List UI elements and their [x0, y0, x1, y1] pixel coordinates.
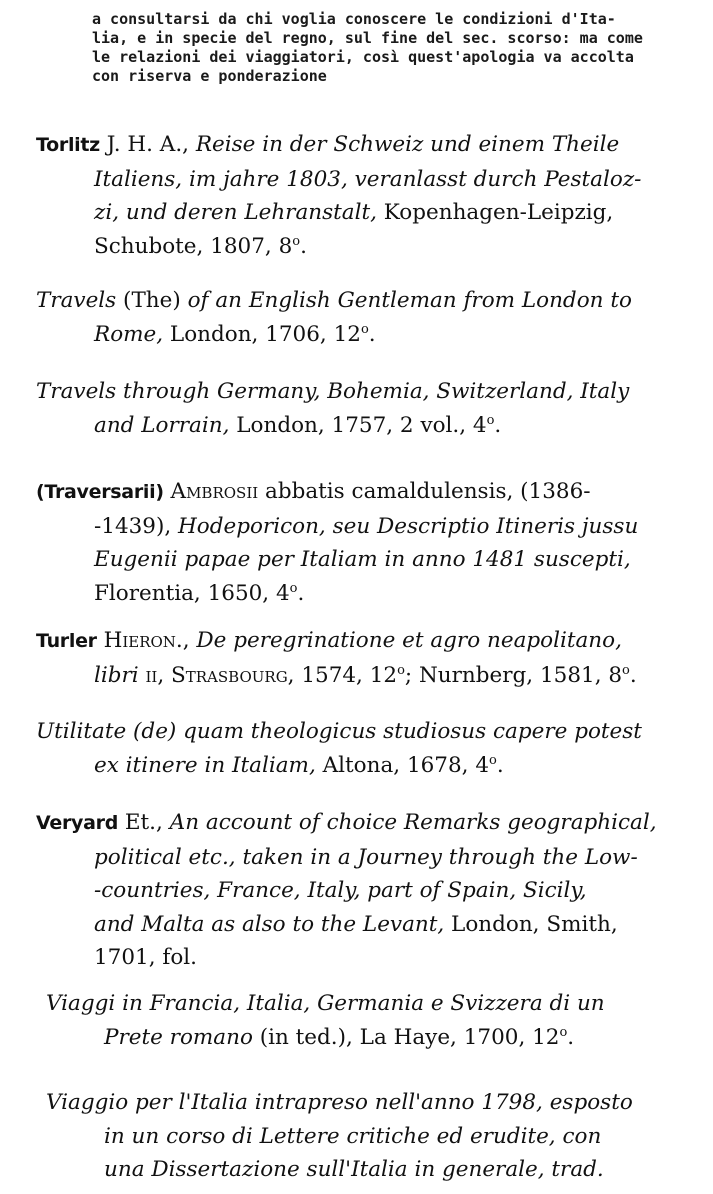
publication-info: ii, Strasbourg, 1574, 12 [138, 662, 398, 688]
author-name: Veryard [36, 812, 118, 834]
bib-entry-torlitz [36, 128, 696, 263]
entry-line [36, 318, 696, 352]
description-text: abbatis camaldulensis, (1386- [258, 479, 591, 504]
title-text: Prete romano [104, 1024, 253, 1050]
entry-line: political etc., taken in a Journey through the Low- [94, 844, 638, 870]
title-text: De peregrinatione et agro neapolitano, [189, 628, 622, 653]
entry-line [36, 284, 696, 318]
continued-paragraph [92, 10, 692, 86]
entry-line [36, 908, 696, 942]
punctuation: . [300, 233, 307, 259]
entry-line [46, 1021, 706, 1055]
title-text: ex itinere in Italiam, [94, 752, 316, 778]
publication-info: Altona, 1678, 4 [315, 752, 490, 778]
publication-info: London, 1706, 12 [163, 321, 361, 347]
punctuation: . [567, 1024, 575, 1050]
publication-info: London, Smith, [444, 911, 618, 937]
entry-line: una Dissertazione sull'Italia in generale, trad. [104, 1157, 604, 1182]
author-name: (Traversarii) [36, 481, 164, 503]
entry-line [36, 624, 696, 659]
bib-entry-travels-gentleman [36, 284, 696, 351]
title-text: Hodeporicon, seu Descriptio Itineris jussu [178, 513, 639, 539]
text-line: con riserva e ponderazione [92, 67, 327, 85]
title-text: and Lorrain, [94, 412, 230, 438]
bib-entry-turler [36, 624, 696, 692]
entry-line [36, 749, 696, 783]
entry-line: Eugenii papae per Italiam in anno 1481 suscepti, [94, 547, 631, 572]
entry-line [36, 409, 696, 443]
bib-entry-utilitate [36, 715, 696, 782]
entry-line [36, 475, 696, 510]
entry-line: -countries, France, Italy, part of Spain, Sicily, [94, 878, 587, 903]
entry-line [36, 128, 696, 163]
author-initials: Et., [118, 810, 170, 835]
title-note: (The) [116, 288, 188, 313]
entry-line [36, 510, 696, 544]
bib-entry-viaggi-francia [46, 987, 706, 1054]
title-text: Reise in der Schweiz und einem Theile [195, 132, 620, 157]
title-text: and Malta as also to the Levant, [94, 911, 445, 937]
punctuation: . [629, 662, 637, 688]
publication-info: Kopenhagen-Leipzig, [376, 200, 614, 225]
superscript: o [289, 580, 298, 596]
entry-line [36, 577, 696, 611]
superscript: o [486, 412, 495, 428]
entry-line [36, 659, 696, 693]
bib-entry-viaggio-italia [46, 1086, 706, 1187]
title-text: of an English Gentleman from London to [187, 288, 632, 313]
punctuation: . [368, 321, 376, 347]
title-text: libri [94, 662, 139, 688]
publication-info: (in ted.), La Haye, 1700, 12 [252, 1024, 560, 1050]
dates-text: -1439), [94, 513, 179, 539]
superscript: o [397, 662, 405, 678]
text-line: lia, e in specie del regno, sul fine del sec. scorso: ma come [92, 29, 643, 47]
entry-line [36, 230, 696, 264]
author-name: Torlitz [36, 134, 100, 156]
author-initials: J. H. A., [99, 132, 196, 157]
title-text: Rome, [94, 321, 164, 347]
entry-line [36, 806, 696, 841]
text-line: le relazioni dei viaggiatori, così quest'apologia va accolta [92, 48, 634, 66]
author-forename: Hieron., [96, 628, 190, 653]
punctuation: . [297, 580, 305, 606]
bib-entry-travels-germany [36, 375, 696, 442]
author-forename: Ambrosii [163, 479, 259, 504]
text-line: a consultarsi da chi voglia conoscere le condizioni d'Ita- [92, 10, 616, 28]
superscript: o [559, 1024, 568, 1040]
punctuation: . [496, 752, 504, 778]
entry-line: Italiens, im jahre 1803, veranlasst durch Pestaloz- [94, 166, 642, 192]
superscript: o [622, 662, 630, 678]
author-name: Turler [36, 630, 97, 652]
superscript: o [489, 752, 497, 768]
publication-info: Florentia, 1650, 4 [94, 580, 290, 606]
title-text: Travels [36, 288, 117, 313]
entry-line: Travels through Germany, Bohemia, Switzerland, Italy [36, 379, 630, 404]
entry-line: Viaggi in Francia, Italia, Germania e Svizzera di un [46, 991, 605, 1016]
superscript: o [360, 321, 369, 337]
title-text: zi, und deren Lehranstalt, [94, 200, 377, 225]
superscript: o [292, 233, 301, 249]
entry-line: 1701, fol. [94, 945, 197, 970]
title-text: An account of choice Remarks geographical, [169, 810, 657, 835]
publication-info: ; Nurnberg, 1581, 8 [404, 662, 623, 688]
bib-entry-traversarii [36, 475, 696, 610]
publication-info: London, 1757, 2 vol., 4 [229, 412, 487, 438]
publication-info: Schubote, 1807, 8 [94, 233, 293, 259]
entry-line [36, 196, 696, 230]
entry-line: in un corso di Lettere critiche ed erudite, con [104, 1123, 602, 1149]
punctuation: . [494, 412, 502, 438]
entry-line: Utilitate (de) quam theologicus studiosus capere potest [36, 719, 642, 744]
bib-entry-veryard [36, 806, 696, 975]
entry-line: Viaggio per l'Italia intrapreso nell'anno 1798, esposto [46, 1090, 633, 1115]
